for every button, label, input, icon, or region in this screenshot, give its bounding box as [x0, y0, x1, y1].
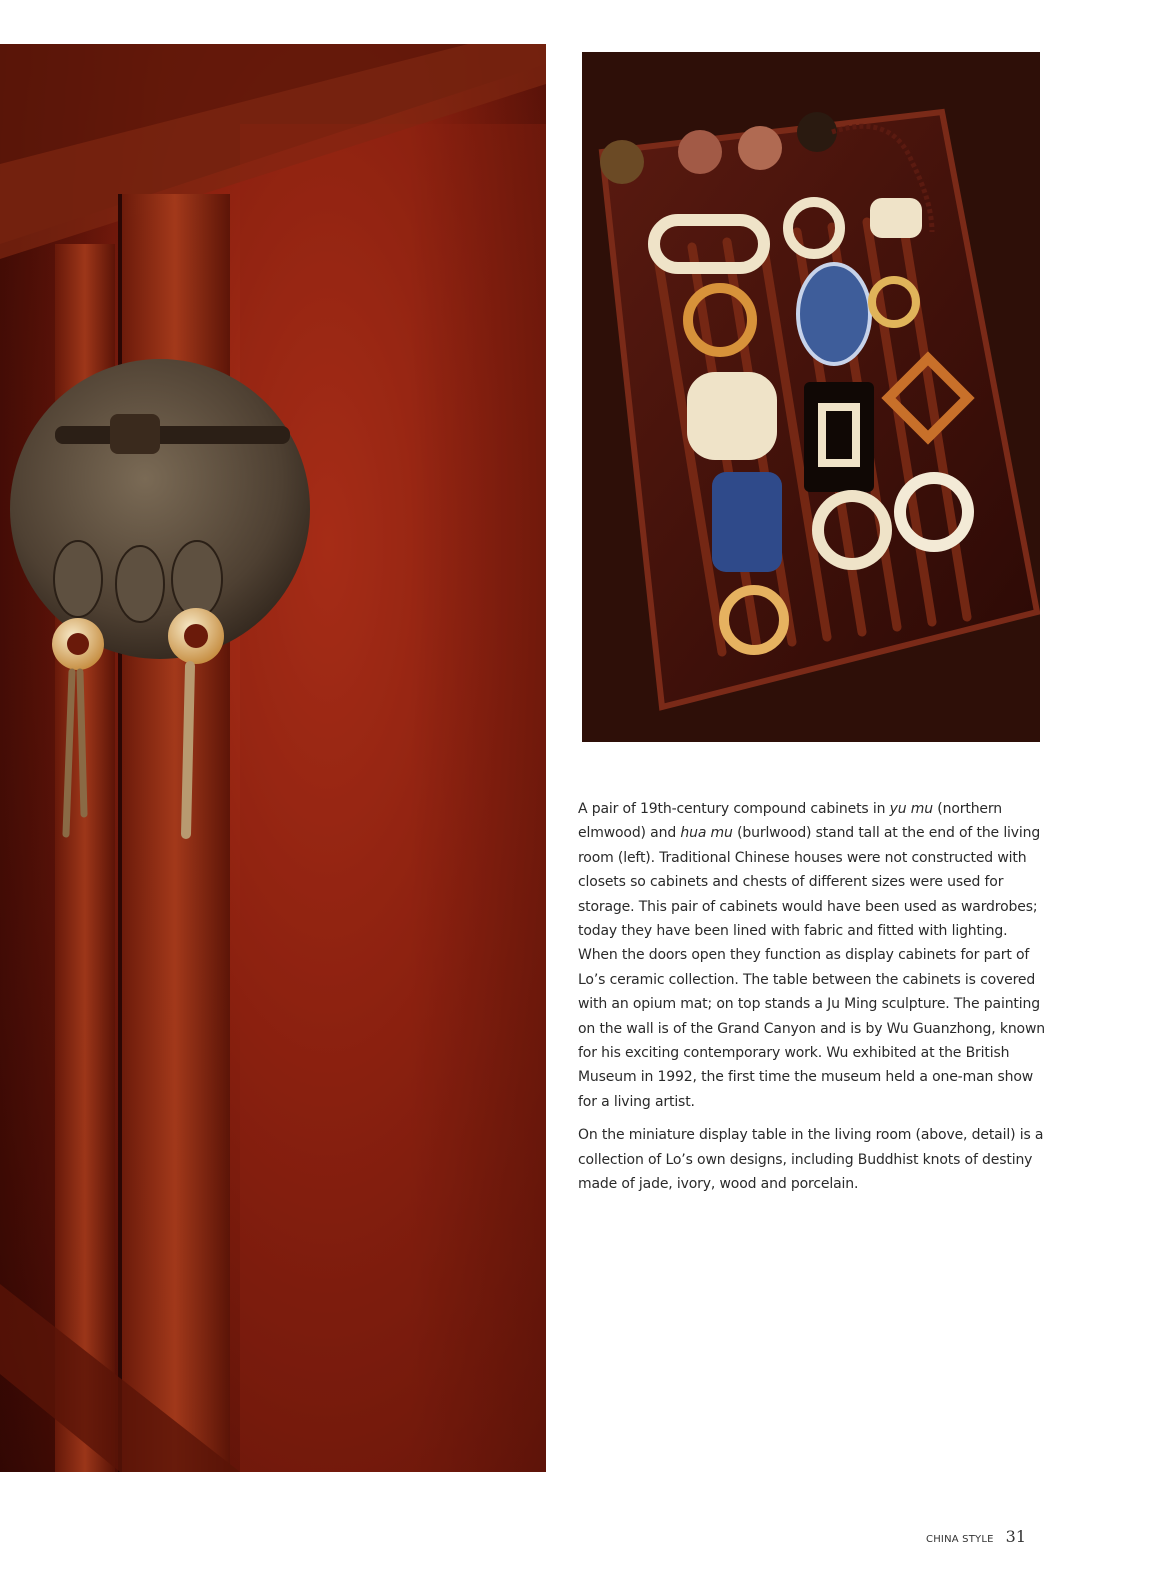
- page-footer: [926, 1527, 1026, 1546]
- display-tray-photo: [582, 52, 1040, 742]
- tray-illustration: [582, 52, 1040, 742]
- caption-paragraph-2: On the miniature display table in the living room (above, detail) is a collection of Lo’s own designs, including Buddhist knots of destiny made of jade, ivory, wood and porcelain.: [578, 1127, 1044, 1193]
- lock-body: [110, 414, 160, 454]
- carving-top-1: [600, 140, 644, 184]
- hanging-tab-right: [172, 541, 222, 617]
- page-number: 31: [1005, 1527, 1026, 1546]
- ivory-cloud-carving: [870, 198, 922, 238]
- burl-panel: [240, 124, 546, 1472]
- running-title: CHINA STYLE: [926, 1534, 994, 1545]
- cloisonne-piece: [712, 472, 782, 572]
- cabinet-photo: [0, 44, 546, 1472]
- hanging-tab-center: [116, 546, 164, 622]
- blue-porcelain-knot: [798, 264, 870, 364]
- tassel-right: [186, 666, 190, 834]
- caption-paragraph-1: A pair of 19th-century compound cabinets in yu mu (northern elmwood) and hua mu (burlwood) stand tall at the end of the living room (left). Traditional Chinese houses were not constructed with closets so cabinets and chests of different sizes were used for storage. This pair of cabinets would have been used as wardrobes; today they have been lined with fabric and fitted with lighting. When the doors open they function as display cabinets for part of Lo’s ceramic collection. The table between the cabinets is covered with an opium mat; on top stands a Ju Ming sculpture. The painting on the wall is of the Grand Canyon and is by Wu Guanzhong, known for his exciting contemporary work. Wu exhibited at the British Museum in 1992, the first time the museum held a one-man show for a living artist.: [578, 801, 1045, 1110]
- hanging-tab-left: [54, 541, 102, 617]
- ivory-lattice-plaque: [687, 372, 777, 460]
- photo-caption: [578, 797, 1048, 1206]
- carving-top-3: [738, 126, 782, 170]
- carving-top-2: [678, 130, 722, 174]
- black-plaque: [804, 382, 874, 492]
- lock-bar: [55, 426, 290, 444]
- cabinet-illustration: [0, 44, 546, 1472]
- carving-top-4: [797, 112, 837, 152]
- brass-lock-plate: [10, 359, 310, 659]
